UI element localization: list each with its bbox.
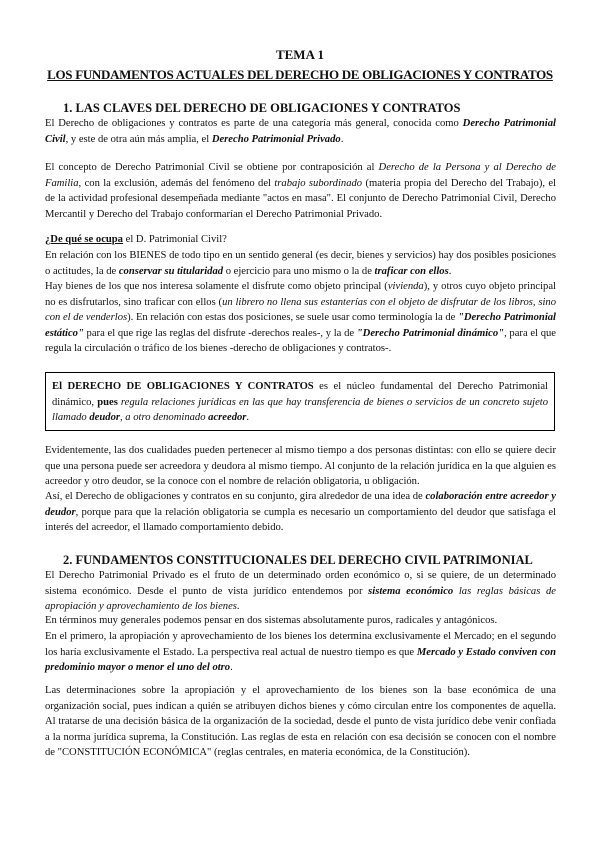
question-label: ¿De qué se ocupa <box>45 234 123 245</box>
s1-paragraph-4: Hay bienes de los que nos interesa solamente el disfrute como objeto principal (vivienda), y otros cuyo objeto principal no es disfrutarlos, sino traficar con ellos (un librero no llena sus estanterías con el objeto de disfrutar de los libros, sino con el de venderlos). En relación con estas dos posiciones, se suele usar como terminología la de "Derecho Patrimonial estático" para el que rige las reglas del disfrute -derechos reales-, y la de "Derecho Patrimonial dinámico", para el que regula la circulación o tráfico de los bienes -derecho de obligaciones y contratos-. <box>45 281 557 355</box>
definition-box: El DERECHO DE OBLIGACIONES Y CONTRATOS es el núcleo fundamental del Derecho Patrimonial dinámico, pues regula relaciones jurídicas en las que hay transferencia de bienes o servicios de un concreto sujeto llamado deudor, a otro denominado acreedor. <box>45 372 555 431</box>
s1-paragraph-1: El Derecho de obligaciones y contratos es parte de una categoría más general, conocida como Derecho Patrimonial Civil, y este de otra aún más amplia, el Derecho Patrimonial Privado. <box>45 118 556 145</box>
main-title: LOS FUNDAMENTOS ACTUALES DEL DERECHO DE OBLIGACIONES Y CONTRATOS <box>47 67 553 82</box>
s2-paragraph-2: En términos muy generales podemos pensar en dos sistemas absolutamente puros, radicales y antagónicos. <box>45 615 498 626</box>
s2-paragraph-3: En el primero, la apropiación y aprovechamiento de los bienes los determina exclusivamente el Mercado; en el segundo los haría exclusivamente el Estado. La perspectiva real actual de nuestro tiempo es que Mercado y Estado conviven con predominio mayor o menor el uno del otro. <box>45 631 556 674</box>
s1-paragraph-6: Así, el Derecho de obligaciones y contratos en su conjunto, gira alrededor de una idea de colaboración entre acreedor y deudor, porque para que la relación obligatoria se cumpla es necesario un comportamiento del deudor que satisfaga el interés del acreedor, el llamado comportamiento debido. <box>45 491 556 534</box>
s2-paragraph-1: El Derecho Patrimonial Privado es el fruto de un determinado orden económico o, si se quiere, de un determinado sistema económico. Desde el punto de vista jurídico entendemos por sistema económico las reglas básicas de apropiación y aprovechamiento de los bienes. <box>45 570 556 613</box>
section-2-heading: 2. FUNDAMENTOS CONSTITUCIONALES DEL DERECHO CIVIL PATRIMONIAL <box>63 553 533 567</box>
section-1-heading: 1. LAS CLAVES DEL DERECHO DE OBLIGACIONES Y CONTRATOS <box>63 101 461 115</box>
s1-paragraph-3: En relación con los BIENES de todo tipo en un sentido general (es decir, bienes y servicios) hay dos posibles posiciones o actitudes, la de conservar su titularidad o ejercicio para uno mismo o la de traficar con ellos. <box>45 250 556 277</box>
s2-paragraph-4: Las determinaciones sobre la apropiación y el aprovechamiento de los bienes son la base económica de una organización social, pues indican a quién se atribuyen dichos bienes y cómo circulan entre los componentes de aquella. Al tratarse de una decisión básica de la organización de la sociedad, desde el punto de vista jurídico debe venir confiada a la norma jurídica suprema, la Constitución. Las reglas de esta en relación con esa decisión se conocen con el nombre de "CONSTITUCIÓN ECONÓMICA" (reglas centrales, en materia económica, de la Constitución). <box>45 685 556 759</box>
derecho-patrimonial-civil-term: Derecho Patrimonial Civil <box>45 118 556 145</box>
s1-paragraph-5: Evidentemente, las dos cualidades pueden pertenecer al mismo tiempo a dos personas distintas: con ello se quiere decir que una persona puede ser acreedora y deudora al mismo tiempo. Al conjunto de la relación jurídica en la que alguien es acreedor y otro deudor, se la conoce con el nombre de relación obligatoria, u obligación. <box>45 445 556 488</box>
tema-label: TEMA 1 <box>275 47 325 62</box>
derecho-patrimonial-privado-term: Derecho Patrimonial Privado <box>211 133 341 145</box>
question-line: ¿De qué se ocupa el D. Patrimonial Civil? <box>45 234 227 245</box>
s1-paragraph-2: El concepto de Derecho Patrimonial Civil se obtiene por contraposición al Derecho de la Persona y al Derecho de Familia, con la exclusión, además del fenómeno del trabajo subordinado (materia propia del Derecho del Trabajo), el de la actividad profesional desempeñada mediante "actos en masa". El conjunto de Derecho Patrimonial Civil, Derecho Mercantil y Derecho del Trabajo conformarían el Derecho Patrimonial Privado. <box>45 162 557 220</box>
